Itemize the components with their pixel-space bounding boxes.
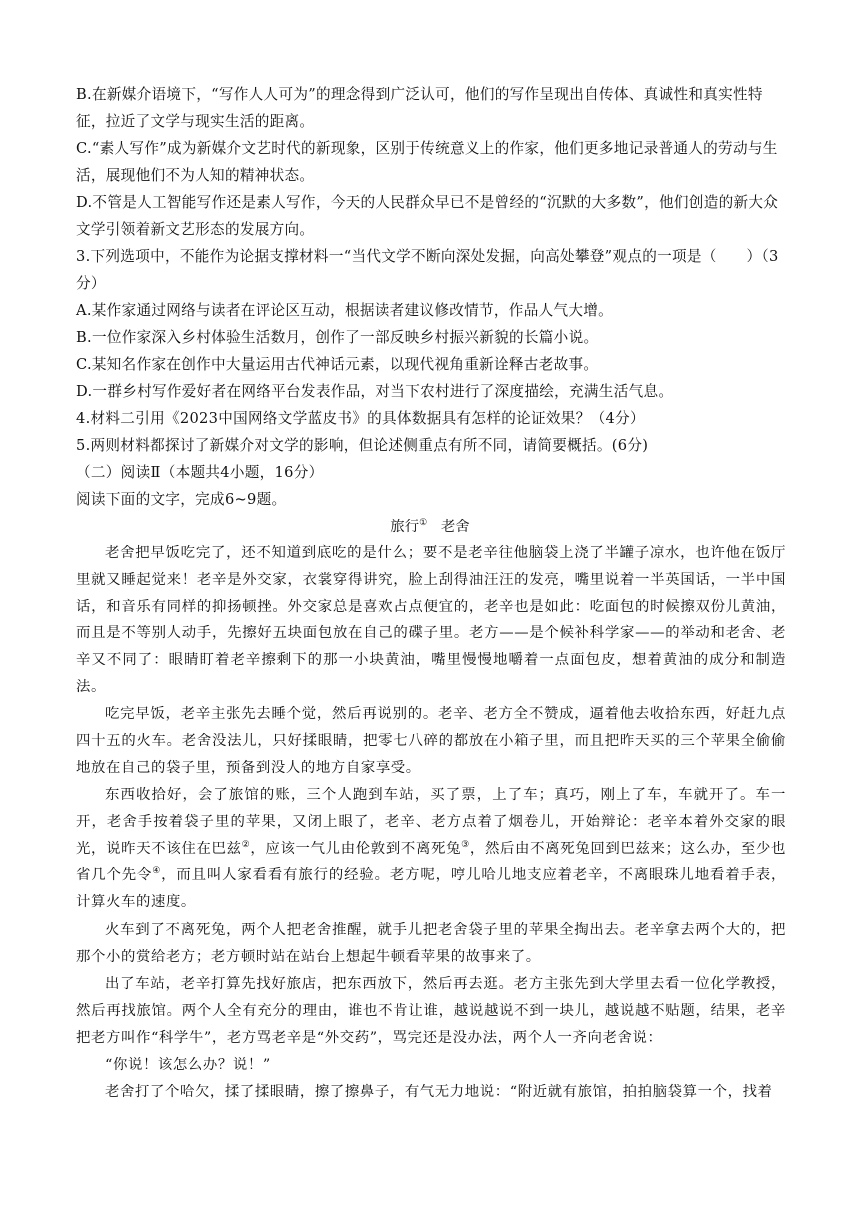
option-3a: A.某作家通过网络与读者在评论区互动，根据读者建议修改情节，作品人气大增。 [76,302,614,319]
question-5: 5.两则材料都探讨了新媒介对文学的影响，但论述侧重点有所不同，请简要概括。(6分) [76,437,649,454]
option-2b: B.在新媒介语境下，“写作人人可为”的理念得到广泛认可，他们的写作呈现出自传体、真诚性和真实性特征，拉近了文学与现实生活的距离。 [76,86,763,130]
footnote-mark: ③ [461,839,470,850]
question-4: 4.材料二引用《2023中国网络文学蓝皮书》的具体数据具有怎样的论证效果？（4分） [76,410,645,427]
story-title: 旅行 [390,519,420,535]
footnote-mark: ④ [152,866,162,877]
option-3c: C.某知名作家在创作中大量运用古代神话元素，以现代视角重新诠释古老故事。 [76,356,599,373]
option-3d: D.一群乡村写作爱好者在网络平台发表作品，对当下农村进行了深度描绘，充满生活气息。 [76,383,674,400]
reading-instruction: 阅读下面的文字，完成6~9题。 [76,491,287,508]
option-3b: B.一位作家深入乡村体验生活数月，创作了一部反映乡村振兴新貌的长篇小说。 [76,329,599,346]
story-paragraph-4: 火车到了不离死兔，两个人把老舍推醒，就手儿把老舍袋子里的苹果全掏出去。老辛拿去两个大的，把那个小的赏给老方；老方顿时站在站台上想起牛顿看苹果的故事来了。 [76,922,786,965]
story-paragraph-5: 出了车站，老辛打算先找好旅店，把东西放下，然后再去逛。老方主张先到大学里去看一位化学教授，然后再找旅馆。两个人全有充分的理由，谁也不肯让谁，越说越说不到一块儿，越说越不贴题，结果，老辛把老方叫作“科学牛”，老方骂老辛是“外交药”，骂完还是没办法，两个人一齐向老舍说： [76,976,786,1046]
option-2d: D.不管是人工智能写作还是素人写作，今天的人民群众早已不是曾经的“沉默的大多数”，他们创造的新大众文学引领着新文艺形态的发展方向。 [76,194,779,238]
footnote-mark: ① [419,518,428,529]
story-text: ，而且叫人家看看有旅行的经验。老方呢，哼儿哈儿地支应着老辛，不离眼珠儿地看着手表，计算火车的速度。 [76,867,786,911]
story-author: 老舍 [440,519,470,535]
story-paragraph-7: 老舍打了个哈欠，揉了揉眼睛，擦了擦鼻子，有气无力地说：“附近就有旅馆，拍拍脑袋算一个，找着 [105,1084,773,1100]
option-2c: C.“素人写作”成为新媒介文艺时代的新现象，区别于传统意义上的作家，他们更多地记录普通人的劳动与生活，展现他们不为人知的精神状态。 [76,140,778,184]
story-paragraph-6: “你说！该怎么办？说！” [105,1057,271,1073]
story-text: ，然后由不离死兔回到巴兹来；这么办，至少也省几个先令 [76,840,786,884]
story-paragraph-2: 吃完早饭，老辛主张先去睡个觉，然后再说别的。老辛、老方全不赞成，逼着他去收拾东西，好赶九点四十五的火车。老舍没法儿，只好揉眼睛，把零七八碎的都放在小箱子里，而且把昨天买的三个苹果全偷偷地放在自己的袋子里，预备到没人的地方自家享受。 [76,706,786,776]
story-paragraph-1: 老舍把早饭吃完了，还不知道到底吃的是什么；要不是老辛往他脑袋上浇了半罐子凉水，也许他在饭厅里就又睡起觉来！老辛是外交家，衣裳穿得讲究，脸上刮得油汪汪的发亮，嘴里说着一半英国话，一半中国话，和音乐有同样的抑扬顿挫。外交家总是喜欢占点便宜的，老辛也是如此：吃面包的时候擦双份儿黄油，而且是不等别人动手，先擦好五块面包放在自己的碟子里。老方——是个候补科学家——的举动和老舍、老辛又不同了：眼睛盯着老辛擦剩下的那一小块黄油，嘴里慢慢地嚼着一点面包皮，想着黄油的成分和制造法。 [76,545,786,695]
story-title-line [0,514,860,540]
footnote-mark: ② [241,839,251,850]
story-text: 东西收拾好，会了旅馆的账，三个人跑到车站，买了票，上了车；真巧，刚上了车，车就开了。车一开，老舍手按着袋子里的苹果，又闭上眼了，老辛、老方点着了烟卷儿，开始辩论：老辛本着外交家的眼光，说昨天不该住在巴兹 [76,787,786,857]
story-text: ，应该一气儿由伦敦到不离死兔 [250,840,462,857]
question-3-stem: 3.下列选项中，不能作为论据支撑材料一“当代文学不断向深处发掘，向高处攀登”观点的一项是（ ）（3分） [76,248,779,292]
section-heading: （二）阅读Ⅱ（本题共4小题，16分） [76,464,324,481]
story-paragraph-3 [76,782,786,916]
